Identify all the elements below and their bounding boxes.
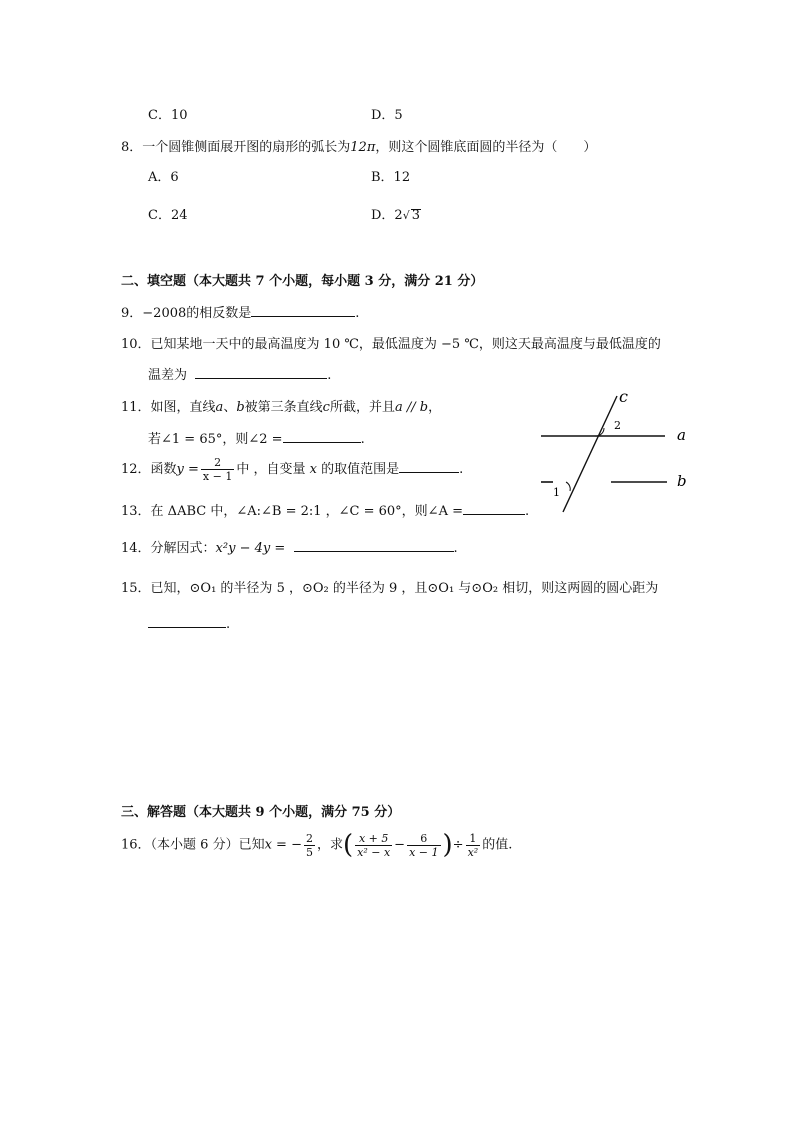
q9-end: . <box>355 306 360 321</box>
q8-option-d: D．2√ 3 <box>371 208 420 223</box>
q13-end: . <box>525 504 530 519</box>
q16-x-fraction <box>304 832 315 859</box>
q16-f2-numerator: 6 <box>407 832 440 846</box>
label-2: 2 <box>614 419 621 432</box>
q11-c: c <box>322 400 330 415</box>
q11-comma: ， <box>428 400 442 415</box>
q16-x-numerator: 2 <box>305 831 313 845</box>
q12-numerator: 2 <box>201 456 234 470</box>
q13-text: 13．在 ΔABC 中，∠A:∠B = 2:1 ，∠C = 60°，则∠A = <box>121 504 463 519</box>
q8-option-b: B．12 <box>371 170 411 185</box>
q12-end: . <box>459 462 464 477</box>
q16-text-2: ，求 <box>316 837 343 853</box>
label-c: c <box>619 388 628 406</box>
q11-end: . <box>360 432 365 447</box>
q12-y: y = <box>176 462 199 477</box>
q15-end: . <box>226 617 231 632</box>
q15-line2 <box>148 615 230 632</box>
q16-f3-denominator: x² <box>467 845 479 859</box>
parallel-lines-figure <box>535 388 695 518</box>
q16-fraction-2 <box>407 832 440 859</box>
q10-line2 <box>148 364 331 383</box>
q8-stem-pre: 8．一个圆锥侧面展开图的扇形的弧长为 <box>121 140 351 155</box>
q8-option-d-radicand: 3 <box>411 208 420 223</box>
q9-text: 的相反数是 <box>186 306 252 321</box>
q7-option-d: D．5 <box>371 108 403 123</box>
q8-stem <box>121 136 596 155</box>
q16-fraction-1 <box>355 832 392 859</box>
q16-right-paren: ) <box>442 830 453 860</box>
q16-text-3: 的值. <box>482 837 513 853</box>
q12 <box>121 456 463 483</box>
q10-end: . <box>327 368 332 383</box>
q11-line2 <box>148 428 365 447</box>
q12-x: x <box>309 462 317 477</box>
q12-answer-blank[interactable] <box>399 460 459 473</box>
q11-b: b <box>236 400 245 415</box>
q10-answer-blank[interactable] <box>195 366 327 379</box>
q14 <box>121 537 458 556</box>
q16-divide: ÷ <box>452 837 464 853</box>
line-c <box>563 396 617 512</box>
q11-line1 <box>121 396 441 415</box>
q11-text-line2: 若∠1 = 65°，则∠2 = <box>148 432 283 447</box>
q9-value: −2008 <box>142 306 187 321</box>
q16-x-denominator: 5 <box>305 845 313 859</box>
q16-left-paren: ( <box>342 830 354 860</box>
q12-text: 12．函数 <box>121 462 177 477</box>
q16 <box>121 830 512 860</box>
q8-option-a: A．6 <box>148 170 179 185</box>
q11-parallel: a // b <box>394 400 429 415</box>
q11-text-3: 所截，并且 <box>329 400 395 415</box>
q14-text: 14．分解因式： <box>121 541 216 556</box>
q8-stem-post: ，则这个圆锥底面圆的半径为（ ） <box>375 140 597 155</box>
q13 <box>121 500 529 519</box>
q12-denominator: x − 1 <box>202 470 233 483</box>
q11-text-2: 被第三条直线 <box>244 400 323 415</box>
q15-answer-blank[interactable] <box>148 615 226 628</box>
q12-fraction <box>201 456 234 483</box>
q12-text-3: 的取值范围是 <box>321 462 400 477</box>
label-1: 1 <box>553 486 560 499</box>
q9-number: 9． <box>121 306 143 321</box>
section-3-title: 三、解答题（本大题共 9 个小题，满分 75 分） <box>121 805 401 820</box>
q16-f3-numerator: 1 <box>466 832 481 846</box>
q12-text-2: 中 ，自变量 <box>236 462 306 477</box>
q7-option-c: C．10 <box>148 108 188 123</box>
q9-answer-blank[interactable] <box>251 304 355 317</box>
q10-text: 温差为 <box>148 368 188 383</box>
q14-end: . <box>453 541 458 556</box>
q16-fraction-3 <box>466 832 481 859</box>
q14-expression: x²y − 4y = <box>215 541 286 556</box>
label-b: b <box>677 472 687 490</box>
section-2-title: 二、填空题（本大题共 7 个小题，每小题 3 分，满分 21 分） <box>121 274 484 289</box>
q8-arc: 12π <box>350 140 376 155</box>
q13-answer-blank[interactable] <box>463 502 525 515</box>
q9 <box>121 302 359 321</box>
q11-answer-blank[interactable] <box>283 430 361 443</box>
angle-1-arc <box>566 482 570 491</box>
q11-sep: 、 <box>223 400 237 415</box>
q16-text: 16．（本小题 6 分）已知 <box>121 837 265 853</box>
q14-answer-blank[interactable] <box>294 539 454 552</box>
label-a: a <box>677 426 686 444</box>
q15-line1: 15．已知，⊙O₁ 的半径为 5 ，⊙O₂ 的半径为 9 ，且⊙O₁ 与⊙O₂ 相切，则这两圆的圆心距为 <box>121 581 659 596</box>
q11-a: a <box>215 400 224 415</box>
q11-text-1: 11．如图，直线 <box>121 400 216 415</box>
q16-x-equals: x = − <box>264 837 302 853</box>
q16-f2-denominator: x − 1 <box>409 845 439 859</box>
q8-option-d-pre: D．2 <box>371 208 403 223</box>
q10-line1: 10．已知某地一天中的最高温度为 10 ℃，最低温度为 −5 ℃，则这天最高温度与最低温度的 <box>121 337 661 352</box>
q16-f1-denominator: x² − x <box>357 845 391 859</box>
q16-minus: − <box>394 837 406 853</box>
q16-f1-numerator: x + 5 <box>355 832 392 846</box>
q8-option-c: C．24 <box>148 208 188 223</box>
